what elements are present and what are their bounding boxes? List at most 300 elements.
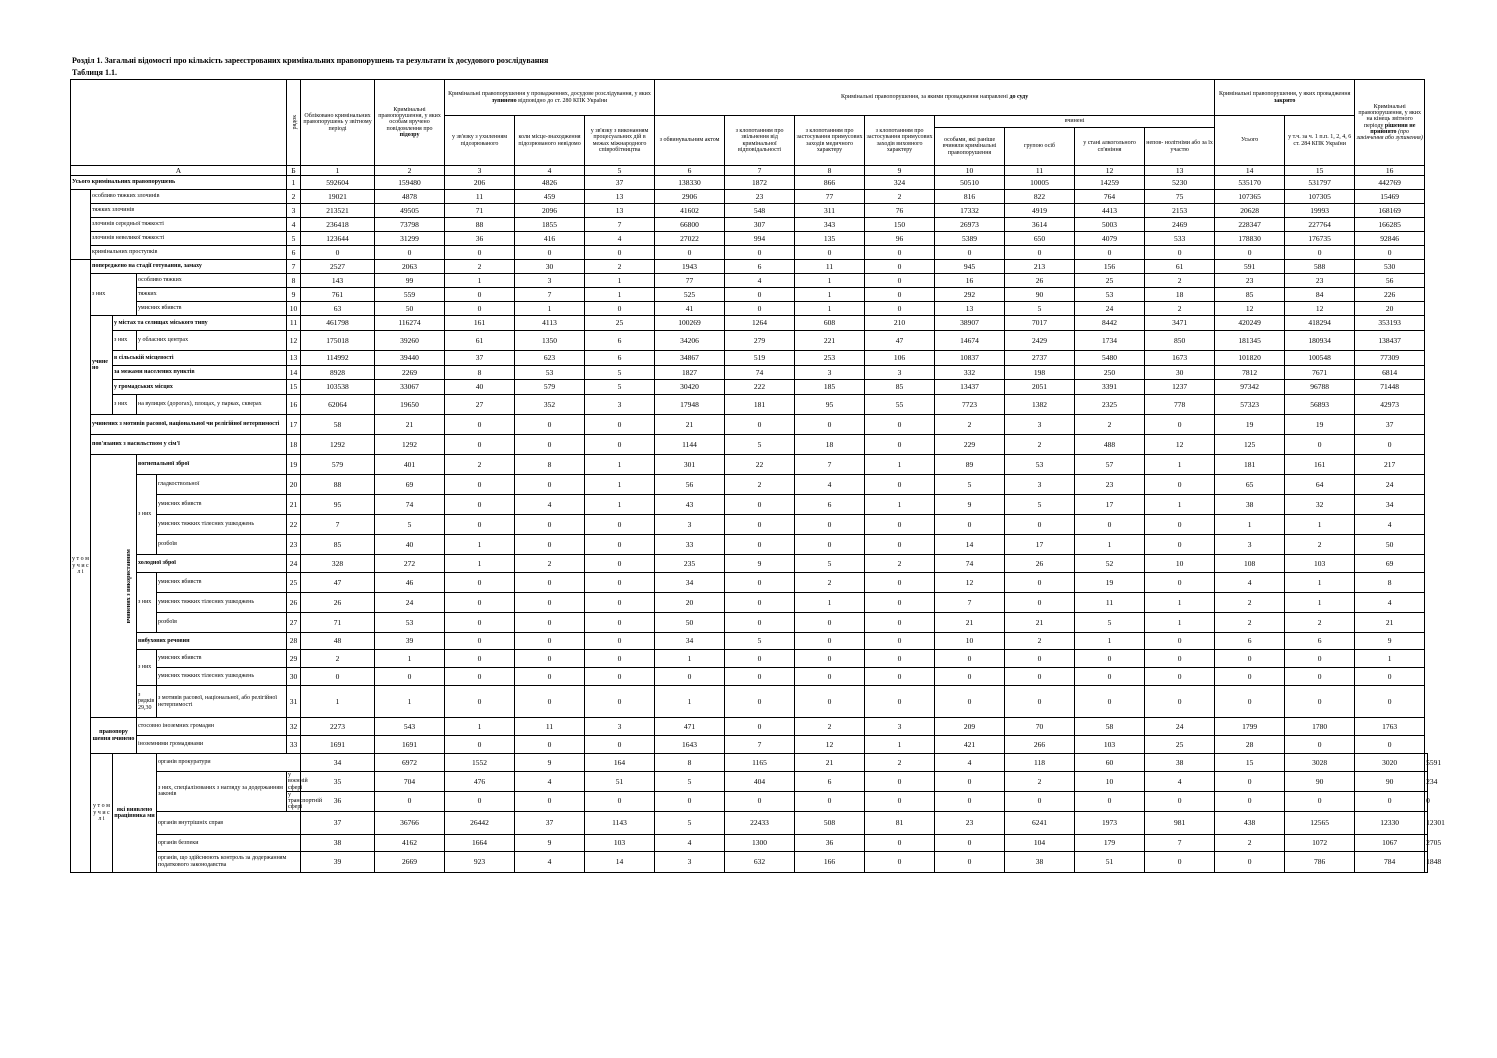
- value-cell: 7: [935, 593, 1005, 613]
- value-cell: 88: [445, 218, 515, 232]
- value-cell: 2: [865, 555, 935, 573]
- group-spacer: [71, 190, 91, 260]
- value-cell: 1: [445, 718, 515, 736]
- value-cell: 1734: [1075, 331, 1145, 351]
- value-cell: 2096: [515, 204, 585, 218]
- value-cell: 222: [725, 380, 795, 395]
- value-cell: 19993: [1285, 204, 1355, 218]
- table-row: [71, 718, 1428, 736]
- value-cell: 107365: [1215, 190, 1285, 204]
- group-label: з них: [113, 331, 137, 351]
- value-cell: 23: [1075, 475, 1145, 495]
- value-cell: 95: [301, 495, 375, 515]
- value-cell: 58: [1075, 718, 1145, 736]
- value-cell: 17948: [655, 395, 725, 415]
- value-cell: 4919: [1005, 204, 1075, 218]
- value-cell: 181: [725, 395, 795, 415]
- value-cell: 8: [1355, 573, 1425, 593]
- row-label: органів, що здійснюють контроль за додержанням податкового законодавства: [157, 851, 301, 872]
- value-cell: 2: [1215, 593, 1285, 613]
- header-col-14: Усього: [1215, 116, 1285, 166]
- code-cell: 2: [375, 166, 445, 176]
- value-cell: 70: [1005, 718, 1075, 736]
- value-cell: 0: [585, 613, 655, 633]
- value-cell: 8928: [301, 366, 375, 380]
- header-col-10: особами, які раніше вчиняли кримінальні правопорушення: [935, 128, 1005, 166]
- value-cell: 26: [1005, 274, 1075, 288]
- value-cell: 90: [1355, 772, 1425, 792]
- value-cell: 1382: [1005, 395, 1075, 415]
- value-cell: 0: [865, 246, 935, 260]
- value-cell: 3: [795, 366, 865, 380]
- value-cell: 0: [725, 302, 795, 316]
- value-cell: 0: [1285, 686, 1355, 718]
- value-cell: 6814: [1355, 366, 1425, 380]
- value-cell: 2: [725, 475, 795, 495]
- value-cell: 0: [1005, 573, 1075, 593]
- value-cell: 0: [935, 650, 1005, 668]
- value-cell: 11: [1075, 593, 1145, 613]
- value-cell: 0: [585, 686, 655, 718]
- value-cell: 0: [1005, 593, 1075, 613]
- value-cell: 10: [1075, 772, 1145, 792]
- value-cell: 1973: [1075, 811, 1145, 834]
- value-cell: 0: [515, 650, 585, 668]
- value-cell: 2705: [1425, 834, 1428, 851]
- value-cell: 7723: [935, 395, 1005, 415]
- value-cell: 0: [375, 246, 445, 260]
- value-cell: 1144: [655, 435, 725, 455]
- row-label: іноземними громадянами: [137, 736, 287, 754]
- row-code: 39: [301, 851, 375, 872]
- value-cell: 3028: [1285, 754, 1355, 772]
- value-cell: 13: [585, 190, 655, 204]
- value-cell: 0: [725, 650, 795, 668]
- value-cell: 17332: [935, 204, 1005, 218]
- value-cell: 21: [655, 415, 725, 435]
- value-cell: 14: [585, 851, 655, 872]
- value-cell: 1: [655, 686, 725, 718]
- value-cell: 0: [515, 791, 585, 811]
- value-cell: 8: [655, 754, 725, 772]
- table-row: [71, 811, 1428, 834]
- row-code: 25: [287, 573, 301, 593]
- value-cell: 0: [935, 851, 1005, 872]
- value-cell: 535170: [1215, 176, 1285, 190]
- value-cell: 12301: [1425, 811, 1428, 834]
- value-cell: 2063: [375, 260, 445, 274]
- value-cell: 1: [445, 274, 515, 288]
- value-cell: 0: [725, 535, 795, 555]
- value-cell: 5: [1005, 302, 1075, 316]
- value-cell: 23: [1215, 274, 1285, 288]
- row-code: 36: [301, 791, 375, 811]
- code-cell: 3: [445, 166, 515, 176]
- value-cell: 0: [865, 851, 935, 872]
- value-cell: 1: [1075, 633, 1145, 650]
- value-cell: 0: [1215, 650, 1285, 668]
- value-cell: 2: [1285, 613, 1355, 633]
- value-cell: 0: [585, 633, 655, 650]
- value-cell: 150: [865, 218, 935, 232]
- value-cell: 50: [655, 613, 725, 633]
- value-cell: 138330: [655, 176, 725, 190]
- value-cell: 508: [795, 811, 865, 834]
- value-cell: 0: [1005, 246, 1075, 260]
- value-cell: 18: [1145, 288, 1215, 302]
- value-cell: 26973: [935, 218, 1005, 232]
- value-cell: 37: [585, 176, 655, 190]
- value-cell: 525: [655, 288, 725, 302]
- value-cell: 62064: [301, 395, 375, 415]
- value-cell: 2: [865, 190, 935, 204]
- value-cell: 1067: [1355, 834, 1425, 851]
- value-cell: 27: [445, 395, 515, 415]
- header-col-7: з клопотанням про звільнення від кримінальної відповідальності: [725, 116, 795, 166]
- value-cell: 1: [795, 593, 865, 613]
- value-cell: 0: [865, 274, 935, 288]
- row-code: 9: [287, 288, 301, 302]
- value-cell: 0: [445, 415, 515, 435]
- value-cell: 24: [375, 593, 445, 613]
- value-cell: 0: [445, 613, 515, 633]
- value-cell: 100548: [1285, 351, 1355, 366]
- value-cell: 61: [1145, 260, 1215, 274]
- value-cell: 4: [515, 851, 585, 872]
- value-cell: 0: [515, 573, 585, 593]
- header-group-court: Кримінальні правопорушення, за якими провадження направлені до суду: [655, 80, 1215, 116]
- header-label-corner: [71, 80, 287, 166]
- row-label: стосовно іноземних громадян: [137, 718, 287, 736]
- value-cell: 307: [725, 218, 795, 232]
- row-code: 19: [287, 455, 301, 475]
- group-label: з них: [137, 475, 157, 555]
- value-cell: 0: [865, 686, 935, 718]
- value-cell: 13437: [935, 380, 1005, 395]
- value-cell: 63: [301, 302, 375, 316]
- value-cell: 50510: [935, 176, 1005, 190]
- value-cell: 50: [375, 302, 445, 316]
- value-cell: 2: [445, 455, 515, 475]
- group-label: з них: [91, 274, 137, 316]
- value-cell: 0: [585, 736, 655, 754]
- group-label: у т о м у ч и с л і: [71, 260, 91, 873]
- value-cell: 0: [725, 668, 795, 686]
- value-cell: 0: [865, 633, 935, 650]
- value-cell: 30: [1145, 366, 1215, 380]
- value-cell: 4: [655, 834, 725, 851]
- value-cell: 2325: [1075, 395, 1145, 415]
- value-cell: 4079: [1075, 232, 1145, 246]
- value-cell: 266: [1005, 736, 1075, 754]
- value-cell: 0: [585, 535, 655, 555]
- value-cell: 5: [655, 811, 725, 834]
- value-cell: 43: [655, 495, 725, 515]
- value-cell: 0: [585, 302, 655, 316]
- value-cell: 0: [585, 246, 655, 260]
- value-cell: 6241: [1005, 811, 1075, 834]
- value-cell: 12565: [1285, 811, 1355, 834]
- value-cell: 39: [375, 633, 445, 650]
- value-cell: 7017: [1005, 316, 1075, 331]
- table-row: [71, 668, 1428, 686]
- value-cell: 81: [865, 811, 935, 834]
- value-cell: 19650: [375, 395, 445, 415]
- row-code: 32: [287, 718, 301, 736]
- value-cell: 4113: [515, 316, 585, 331]
- value-cell: 0: [515, 736, 585, 754]
- value-cell: 164: [585, 754, 655, 772]
- value-cell: 4: [795, 475, 865, 495]
- value-cell: 217: [1355, 455, 1425, 475]
- value-cell: 784: [1355, 851, 1425, 872]
- value-cell: 0: [1355, 686, 1425, 718]
- value-cell: 0: [655, 246, 725, 260]
- value-cell: 20: [1355, 302, 1425, 316]
- row-label: за межами населених пунктів: [113, 366, 287, 380]
- value-cell: 11: [515, 718, 585, 736]
- value-cell: 650: [1005, 232, 1075, 246]
- table-caption: Таблиця 1.1.: [72, 68, 117, 77]
- value-cell: 26: [1005, 555, 1075, 573]
- value-cell: 0: [1075, 650, 1145, 668]
- value-cell: 866: [795, 176, 865, 190]
- group-label: з рядків 29,30: [137, 686, 157, 718]
- value-cell: 279: [725, 331, 795, 351]
- value-cell: 0: [865, 435, 935, 455]
- value-cell: 33: [655, 535, 725, 555]
- value-cell: 9: [515, 754, 585, 772]
- table-row: [71, 495, 1428, 515]
- value-cell: 175018: [301, 331, 375, 351]
- value-cell: 228347: [1215, 218, 1285, 232]
- group-label: правопору шення вчинено: [91, 718, 137, 754]
- value-cell: 0: [445, 246, 515, 260]
- table-row: [71, 650, 1428, 668]
- code-cell: 1: [301, 166, 375, 176]
- value-cell: 1: [585, 288, 655, 302]
- value-cell: 61: [445, 331, 515, 351]
- value-cell: 0: [1075, 246, 1145, 260]
- value-cell: 53: [375, 613, 445, 633]
- value-cell: 41: [655, 302, 725, 316]
- value-cell: 923: [445, 851, 515, 872]
- value-cell: 1848: [1425, 851, 1428, 872]
- value-cell: 229: [935, 435, 1005, 455]
- value-cell: 11: [795, 260, 865, 274]
- table-row: [71, 834, 1428, 851]
- header-col-12: у стані алкогольного сп'яніння: [1075, 128, 1145, 166]
- value-cell: 9: [935, 495, 1005, 515]
- row-code: 22: [287, 515, 301, 535]
- value-cell: 5591: [1425, 754, 1428, 772]
- code-cell: Б: [287, 166, 301, 176]
- value-cell: 27022: [655, 232, 725, 246]
- table-row: [71, 435, 1428, 455]
- value-cell: 0: [445, 475, 515, 495]
- value-cell: 107305: [1285, 190, 1355, 204]
- value-cell: 3391: [1075, 380, 1145, 395]
- code-cell: 9: [865, 166, 935, 176]
- row-code: 4: [287, 218, 301, 232]
- value-cell: 0: [865, 415, 935, 435]
- value-cell: 103: [1075, 736, 1145, 754]
- value-cell: 0: [445, 791, 515, 811]
- value-cell: 0: [865, 834, 935, 851]
- table-row: [71, 260, 1428, 274]
- value-cell: 1: [375, 686, 445, 718]
- value-cell: 0: [1285, 668, 1355, 686]
- value-cell: 0: [445, 495, 515, 515]
- value-cell: 74: [935, 555, 1005, 573]
- value-cell: 0: [1425, 791, 1428, 811]
- value-cell: 20628: [1215, 204, 1285, 218]
- value-cell: 3471: [1145, 316, 1215, 331]
- value-cell: 34: [655, 633, 725, 650]
- value-cell: 12: [1215, 302, 1285, 316]
- value-cell: 0: [1355, 668, 1425, 686]
- value-cell: 7812: [1215, 366, 1285, 380]
- value-cell: 272: [375, 555, 445, 573]
- table-row: [71, 772, 1428, 792]
- row-label: у воєнній сфері: [288, 772, 308, 791]
- value-cell: 822: [1005, 190, 1075, 204]
- row-code: 35: [301, 772, 375, 792]
- table-row: [71, 331, 1428, 351]
- value-cell: 0: [1285, 435, 1355, 455]
- table-row: [71, 555, 1428, 573]
- value-cell: 0: [585, 515, 655, 535]
- value-cell: 4826: [515, 176, 585, 190]
- value-cell: 15: [1215, 754, 1285, 772]
- value-cell: 0: [1285, 736, 1355, 754]
- value-cell: 0: [1145, 686, 1215, 718]
- value-cell: 0: [655, 668, 725, 686]
- value-cell: 6972: [375, 754, 445, 772]
- value-cell: 11: [445, 190, 515, 204]
- code-cell: 14: [1215, 166, 1285, 176]
- value-cell: 2906: [655, 190, 725, 204]
- value-cell: 66800: [655, 218, 725, 232]
- value-cell: 764: [1075, 190, 1145, 204]
- value-cell: 3: [585, 395, 655, 415]
- value-cell: 22433: [725, 811, 795, 834]
- value-cell: 103: [1285, 555, 1355, 573]
- value-cell: 0: [795, 613, 865, 633]
- value-cell: 32: [1285, 495, 1355, 515]
- value-cell: 0: [935, 515, 1005, 535]
- value-cell: 488: [1075, 435, 1145, 455]
- table-row: [71, 754, 1428, 772]
- value-cell: 0: [865, 515, 935, 535]
- value-cell: 31299: [375, 232, 445, 246]
- value-cell: 1: [585, 495, 655, 515]
- value-cell: 4: [1145, 772, 1215, 792]
- value-cell: 981: [1145, 811, 1215, 834]
- row-code: 28: [287, 633, 301, 650]
- value-cell: 0: [1145, 668, 1215, 686]
- value-cell: 0: [725, 686, 795, 718]
- value-cell: 332: [935, 366, 1005, 380]
- value-cell: 37: [445, 351, 515, 366]
- value-cell: 592604: [301, 176, 375, 190]
- value-cell: 778: [1145, 395, 1215, 415]
- value-cell: 53: [515, 366, 585, 380]
- value-cell: 0: [585, 650, 655, 668]
- value-cell: 1: [1145, 613, 1215, 633]
- value-cell: 8: [445, 366, 515, 380]
- value-cell: 3614: [1005, 218, 1075, 232]
- table-row: [71, 455, 1428, 475]
- value-cell: 533: [1145, 232, 1215, 246]
- row-label: умисних вбивств: [157, 573, 287, 593]
- value-cell: 2: [1215, 834, 1285, 851]
- value-cell: 0: [865, 772, 935, 792]
- value-cell: 420249: [1215, 316, 1285, 331]
- value-cell: 138437: [1355, 331, 1425, 351]
- value-cell: 1: [1285, 515, 1355, 535]
- value-cell: 2: [1215, 613, 1285, 633]
- value-cell: 5: [1075, 613, 1145, 633]
- value-cell: 0: [1005, 515, 1075, 535]
- value-cell: 0: [445, 736, 515, 754]
- value-cell: 442769: [1355, 176, 1425, 190]
- value-cell: 84: [1285, 288, 1355, 302]
- table-row: [71, 593, 1428, 613]
- value-cell: 47: [301, 573, 375, 593]
- value-cell: 0: [865, 535, 935, 555]
- value-cell: 8: [515, 455, 585, 475]
- value-cell: 471: [655, 718, 725, 736]
- table-row: [71, 204, 1428, 218]
- value-cell: 21: [1355, 613, 1425, 633]
- value-cell: 28: [1215, 736, 1285, 754]
- value-cell: 945: [935, 260, 1005, 274]
- value-cell: 16: [935, 274, 1005, 288]
- value-cell: 7: [515, 288, 585, 302]
- value-cell: 4: [935, 754, 1005, 772]
- value-cell: 36766: [375, 811, 445, 834]
- value-cell: 4: [585, 232, 655, 246]
- value-cell: 6: [1285, 633, 1355, 650]
- value-cell: 181: [1215, 455, 1285, 475]
- value-cell: 1673: [1145, 351, 1215, 366]
- value-cell: 15469: [1355, 190, 1425, 204]
- value-cell: 2: [1145, 274, 1215, 288]
- row-label: умисних тяжких тілесних ушкоджень: [157, 515, 287, 535]
- value-cell: 0: [1355, 736, 1425, 754]
- value-cell: 5: [655, 772, 725, 792]
- value-cell: 1: [445, 555, 515, 573]
- value-cell: 2: [1285, 535, 1355, 555]
- value-cell: 56: [655, 475, 725, 495]
- value-cell: 1292: [301, 435, 375, 455]
- value-cell: 0: [865, 288, 935, 302]
- value-cell: 0: [1145, 515, 1215, 535]
- value-cell: 623: [515, 351, 585, 366]
- value-cell: 1237: [1145, 380, 1215, 395]
- value-cell: 761: [301, 288, 375, 302]
- value-cell: 6: [795, 495, 865, 515]
- value-cell: 53: [1005, 455, 1075, 475]
- value-cell: 461798: [301, 316, 375, 331]
- table-row: [71, 190, 1428, 204]
- code-cell: А: [71, 166, 287, 176]
- value-cell: 2: [301, 650, 375, 668]
- header-col-8: з клопотанням про застосування примусових заходів медичного характеру: [795, 116, 865, 166]
- value-cell: 292: [935, 288, 1005, 302]
- row-label: вибухових речовин: [137, 633, 287, 650]
